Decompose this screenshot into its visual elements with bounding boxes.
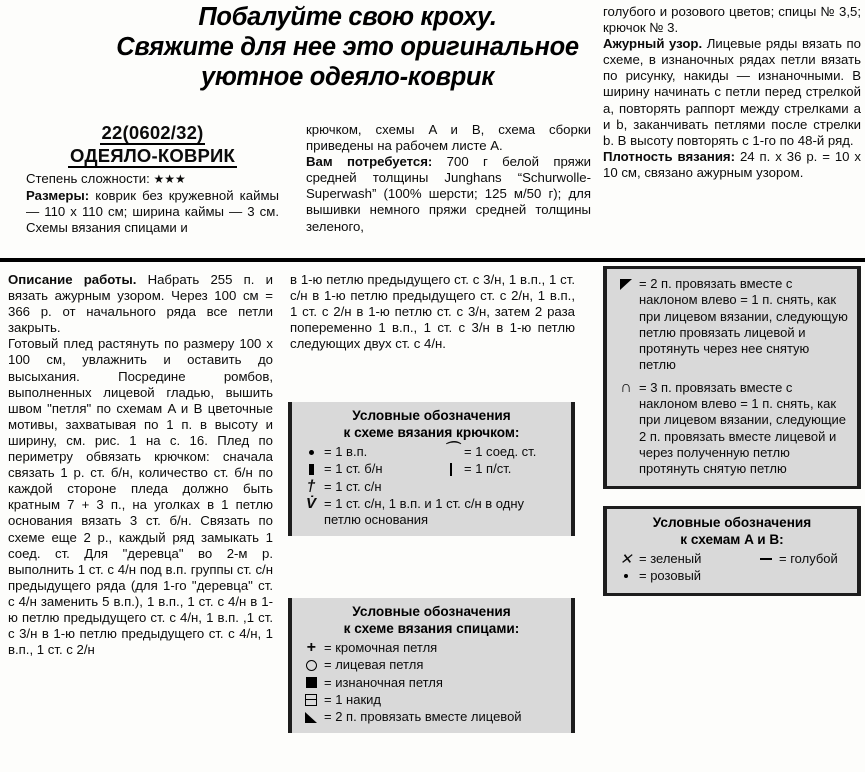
legend-ab-text-1: = розовый (639, 568, 702, 584)
legend-needles-text-1: = лицевая петля (324, 657, 424, 673)
article-name: ОДЕЯЛО-КОВРИК (69, 145, 236, 166)
legend-needles-text-2: = изнаночная петля (324, 674, 443, 690)
legend-row (616, 380, 848, 478)
difficulty-stars: ★★★ (153, 172, 186, 186)
legend-crochet-text-0: = 1 в.п. (324, 444, 368, 459)
legend-row (301, 709, 562, 725)
legend-crochet-title-line-2: к схеме вязания крючком: (343, 424, 520, 440)
pattern-label: Ажурный узор. (603, 36, 703, 52)
legend-right-symbols-box (603, 266, 861, 489)
headline-line-2: Свяжите для нее это оригинальное (116, 33, 579, 61)
legend-needles-text-3: = 1 накид (324, 691, 381, 707)
materials-continuation: голубого и розового цветов; спицы № 3,5; крючок № 3. (603, 4, 861, 36)
filled-square-symbol-icon (301, 675, 321, 691)
sizes-paragraph (26, 188, 279, 236)
yarn-over-symbol-icon (301, 692, 321, 708)
legend-crochet-title-line-1: Условные обозначения (352, 408, 511, 423)
pattern-paragraph (603, 36, 861, 149)
gauge-text: 24 п. x 36 р. = 10 x 10 см, связано ажурным узором. (603, 148, 861, 180)
description-paragraph-1 (8, 272, 273, 336)
vertical-bar-symbol-icon (301, 461, 321, 477)
legend-row (301, 657, 562, 673)
description-column (8, 272, 273, 658)
cross-t-symbol-icon: † (306, 477, 316, 495)
description-paragraph-2: Готовый плед растянуть по размеру 100 x 100 см, увлажнить и оставить до высыхания. Посредине ромбов, выполненных лицевой гладью, вышить швом "петля" по схемам A и B цветочные мотивы, захватывая по 1 п. в высоту и ширину, см. рис. 1 на с. 16. Плед по периметру обвязать крючком: сначала связать 1 р. ст. б/н, количество ст. б/н по каждой стороне пледа должно быть кратным 7 + 3 п., на уголках в 1 петлю основания вязать 3 ст. б/н. Связать по схеме еще 2 р., каждый ряд замыкать 1 соед. ст. Для "деревца" во 2-м р. выполнить 1 ст. с 4/н под в.п. группы ст. с/н предыдущего ряда (для 1-го "деревца" ст. с 4/н заменить 5 в.п.), 1 в.п., 1 ст. с 4/н в 1-ю петлю предыдущего ст. с 4/н, 1 в.п. ,1 ст. с 3/н в 1-ю петлю предыдущего ст. с 4/н, 1 в.п., 1 ст. с 2/н (8, 336, 273, 658)
legend-needles-title-line-1: Условные обозначения (352, 604, 511, 619)
legend-ab-box (603, 506, 861, 596)
materials-label: Вам потребуется: (306, 154, 433, 170)
legend-needles-title-line-2: к схеме вязания спицами: (343, 620, 520, 636)
thin-bar-symbol-icon (441, 461, 461, 477)
legend-crochet-text-1: = 1 ст. б/н (324, 461, 383, 477)
legend-row (301, 675, 562, 691)
legend-crochet-text-1b: = 1 п/ст. (464, 461, 512, 477)
description-paragraph-2-cont: в 1-ю петлю предыдущего ст. с 3/н, 1 в.п., 1 ст. с/н в 1-ю петлю предыдущего ст. с 2/н, 1 в.п., 1 ст. с 2/н в 1-ю петлю ст. с 3/н, затем 2 раза попеременно 1 в.п., 1 ст. с 3/н в 1-ю петлю следующих двух ст. с 4/н. (290, 272, 575, 352)
article-code: 22(0602/32) (101, 122, 204, 143)
page-title (95, 2, 600, 92)
sizes-label: Размеры: (26, 188, 90, 203)
legend-row (616, 568, 848, 584)
legend-needles-text-4: = 2 п. провязать вместе лицевой (324, 709, 522, 725)
vee-dot-symbol-icon: V̇ (305, 494, 316, 512)
legend-row (616, 551, 848, 567)
dot-symbol-icon (616, 568, 636, 584)
description-label: Описание работы. (8, 272, 137, 287)
x-symbol-icon: ✕ (619, 550, 633, 568)
triangle-down-left-symbol-icon (616, 276, 636, 292)
legend-crochet-text-3: = 1 ст. с/н, 1 в.п. и 1 ст. с/н в одну петлю основания (324, 495, 525, 528)
materials-paragraph (306, 154, 591, 234)
difficulty-label: Степень сложности: (26, 171, 150, 186)
legend-crochet-box (288, 402, 575, 536)
difficulty-row (26, 170, 279, 188)
n-cap-symbol-icon: ∩ (620, 379, 632, 397)
dot-symbol-icon (301, 444, 321, 460)
legend-row (301, 461, 562, 477)
description-text-1: Набрать 255 п. и вязать ажурным узором. Через 100 см = 366 р. от начального ряда все петли закрыть. (8, 272, 273, 336)
sizes-continuation: крючком, схемы A и B, схема сборки приведены на рабочем листе A. (306, 122, 591, 154)
article-header-column (26, 122, 279, 236)
legend-row (301, 496, 562, 529)
article-code-block (26, 122, 279, 168)
description-continuation-column (290, 272, 575, 352)
legend-row (301, 692, 562, 708)
legend-ab-title (616, 515, 848, 548)
legend-crochet-text-2: = 1 ст. с/н (324, 478, 382, 494)
legend-row (301, 640, 562, 656)
legend-crochet-text-0b: = 1 соед. ст. (464, 444, 537, 459)
horizontal-divider (0, 258, 865, 262)
legend-ab-text-0b: = голубой (779, 551, 838, 566)
triangle-up-right-symbol-icon (301, 709, 321, 725)
legend-row (301, 479, 562, 495)
sizes-text: коврик без кружевной каймы — 110 x 110 см; ширина каймы — 3 см. Схемы вязания спицами и (26, 188, 279, 236)
circle-symbol-icon (301, 657, 321, 673)
legend-right-text-0: = 2 п. провязать вместе с наклоном влево = 1 п. снять, как при лицевом вязании, следующую петлю провязать лицевой и протянуть через нее снятую петлю (639, 276, 848, 373)
legend-crochet-title (301, 408, 562, 441)
dash-symbol-icon (756, 551, 776, 567)
gauge-paragraph (603, 149, 861, 181)
plus-symbol-icon: + (306, 639, 316, 656)
arc-symbol-icon: ⌒ (443, 441, 459, 458)
materials-text: 700 г белой пряжи средней толщины Junghans “Schurwolle-Superwash” (100% шерсти; 125 м/50 г); для вышивки немного пряжи средней толщины зеленого, (306, 154, 592, 234)
legend-right-text-1: = 3 п. провязать вместе с наклоном влево = 1 п. снять, как при лицевом вязании, следующие 2 п. провязать вместе лицевой и через полученную петлю протянуть снятую петлю (639, 379, 847, 477)
legend-ab-title-line-1: Условные обозначения (652, 515, 812, 530)
legend-ab-text-0: = зеленый (639, 551, 702, 566)
legend-needles-text-0: = кромочная петля (324, 640, 438, 655)
headline-line-1: Побалуйте свою кроху. (198, 3, 497, 31)
article-pattern-column (603, 4, 861, 181)
article-materials-column (306, 122, 591, 235)
gauge-label: Плотность вязания: (603, 148, 736, 164)
legend-row (301, 441, 562, 460)
legend-needles-title (301, 604, 562, 637)
headline-line-3: уютное одеяло-коврик (201, 63, 494, 91)
legend-needles-box (288, 598, 575, 733)
legend-ab-title-line-2: к схемам A и B: (680, 531, 784, 547)
legend-row (616, 276, 848, 374)
pattern-text: Лицевые ряды вязать по схеме, в изнаночных рядах петли вязать по рисунку, накиды — изнаночными. В ширину начинать с петли перед стрелкой a, повторять раппорт между стрелками a и b, заканчивать петлями после стрелки b. В высоту повторять с 1-го по 48-й ряд. (603, 36, 861, 148)
